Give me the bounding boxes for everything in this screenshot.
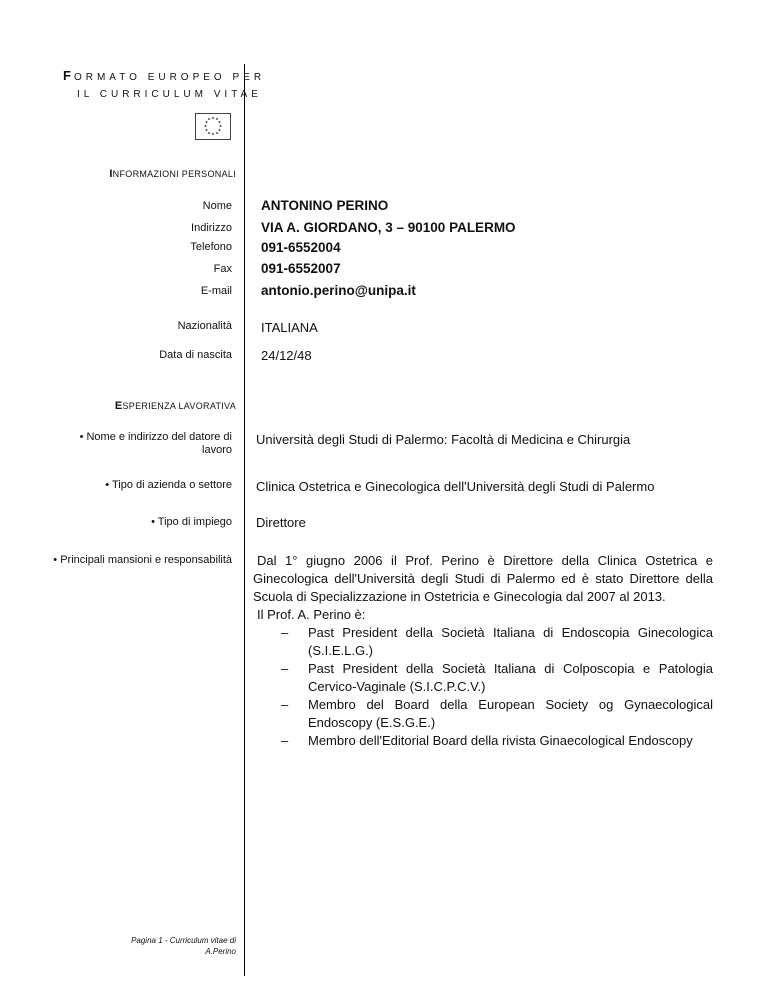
label-data-nascita: Data di nascita [159, 349, 232, 361]
list-item: – Past President della Società Italiana di Endoscopia Ginecologica (S.I.E.L.G.) [281, 625, 713, 658]
value-company-type: Clinica Ostetrica e Ginecologica dell'Università degli Studi di Palermo [256, 479, 655, 494]
duties-paragraph: Dal 1° giugno 2006 il Prof. Perino è Direttore della Clinica Ostetrica e Ginecologica dell'Università degli Studi di Palermo ed è stato Direttore della Scuola di Specializzazione in Ostetricia e Ginecologia dal 2007 al 2013. [253, 553, 713, 604]
header-title-line2: IL CURRICULUM VITAE [77, 89, 262, 100]
value-telefono: 091-6552004 [261, 240, 341, 255]
header-title-line1: FORMATO EUROPEO PER [63, 68, 266, 83]
value-nome: ANTONINO PERINO [261, 198, 389, 213]
value-employer: Università degli Studi di Palermo: Facoltà di Medicina e Chirurgia [256, 432, 631, 447]
section-work-experience: ESPERIENZA LAVORATIVA [114, 400, 236, 412]
label-duties: • Principali mansioni e responsabilità [53, 554, 232, 566]
label-indirizzo: Indirizzo [191, 222, 232, 234]
list-item: – Membro del Board della European Society og Gynaecological Endoscopy (E.S.G.E.) [281, 697, 713, 730]
vertical-divider [244, 64, 245, 976]
label-nazionalita: Nazionalità [177, 320, 232, 332]
section-personal-info: INFORMAZIONI PERSONALI [109, 168, 236, 180]
value-data-nascita: 24/12/48 [261, 348, 312, 363]
duties-intro: Il Prof. A. Perino è: [257, 607, 366, 622]
list-item: – Membro dell'Editorial Board della rivista Ginaecological Endoscopy [281, 733, 693, 748]
duties-list [253, 624, 713, 750]
label-nome: Nome [202, 200, 232, 212]
label-job-type: • Tipo di impiego [151, 516, 232, 528]
value-indirizzo: VIA A. GIORDANO, 3 – 90100 PALERMO [261, 220, 516, 235]
label-fax: Fax [213, 263, 232, 275]
label-email: E-mail [200, 285, 232, 297]
list-item: – Past President della Società Italiana di Colposcopia e Patologia Cervico-Vaginale (S.I.C.P.C.V.) [281, 661, 713, 694]
value-nazionalita: ITALIANA [261, 320, 318, 335]
value-email[interactable]: antonio.perino@unipa.it [261, 283, 416, 298]
eu-flag-icon [195, 113, 231, 140]
label-employer: • Nome e indirizzo del datore di lavoro [79, 431, 232, 456]
page-footer: Pagina 1 - Curriculum vitae di A.Perino [131, 936, 236, 956]
value-fax: 091-6552007 [261, 261, 341, 276]
value-job-type: Direttore [256, 515, 306, 530]
label-company-type: • Tipo di azienda o settore [105, 479, 232, 491]
label-telefono: Telefono [190, 241, 232, 253]
duties-description [253, 552, 713, 750]
